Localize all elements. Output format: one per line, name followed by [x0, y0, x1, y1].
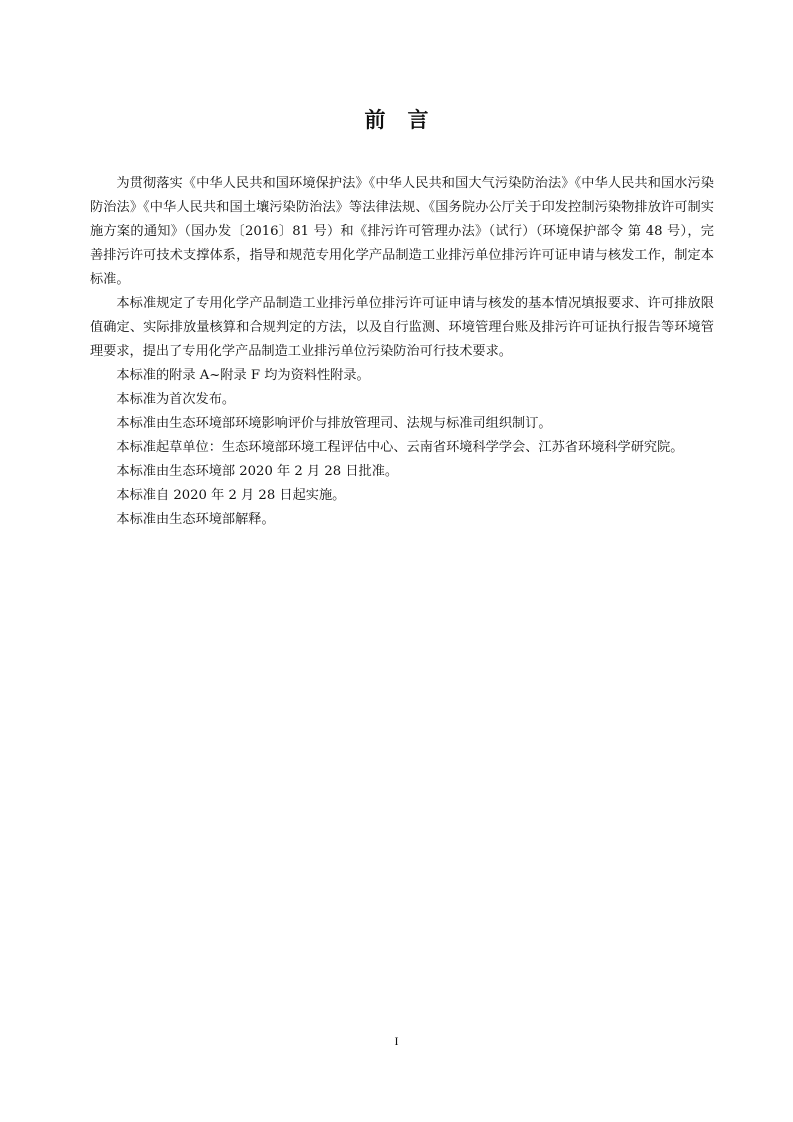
paragraph-purpose: 为贯彻落实《中华人民共和国环境保护法》《中华人民共和国大气污染防治法》《中华人民共和国水污染防治法》《中华人民共和国土壤污染防治法》等法律法规、《国务院办公厅关于印发控制污染物排放许可制实施方案的通知》（国办发〔2016〕81 号）和《排污许可管理办法》（试行）（环境保护部令 第 48 号），完善排污许可技术支撑体系，指导和规范专用化学产品制造工业排污单位排污许可证申请与核发工作，制定本标准。	[90, 176, 714, 287]
title-part-1: 前	[364, 108, 386, 132]
page-title	[0, 104, 793, 134]
title-part-2: 言	[407, 108, 429, 132]
paragraph-interpretation: 本标准由生态环境部解释。	[116, 512, 275, 527]
page-number: I	[394, 1034, 399, 1048]
document-body	[90, 172, 714, 532]
paragraph-drafting-units: 本标准起草单位：生态环境部环境工程评估中心、云南省环境科学学会、江苏省环境科学研究院。	[116, 440, 684, 455]
paragraph-approval-date: 本标准由生态环境部 2020 年 2 月 28 日批准。	[116, 464, 399, 479]
paragraph-appendix: 本标准的附录 A~附录 F 均为资料性附录。	[116, 368, 370, 383]
paragraph-effective-date: 本标准自 2020 年 2 月 28 日起实施。	[116, 488, 346, 503]
paragraph-scope: 本标准规定了专用化学产品制造工业排污单位排污许可证申请与核发的基本情况填报要求、许可排放限值确定、实际排放量核算和合规判定的方法，以及自行监测、环境管理台账及排污许可证执行报告等环境管理要求，提出了专用化学产品制造工业排污单位污染防治可行技术要求。	[90, 296, 714, 359]
paragraph-organizer: 本标准由生态环境部环境影响评价与排放管理司、法规与标准司组织制订。	[116, 416, 552, 431]
paragraph-first-release: 本标准为首次发布。	[116, 392, 236, 407]
